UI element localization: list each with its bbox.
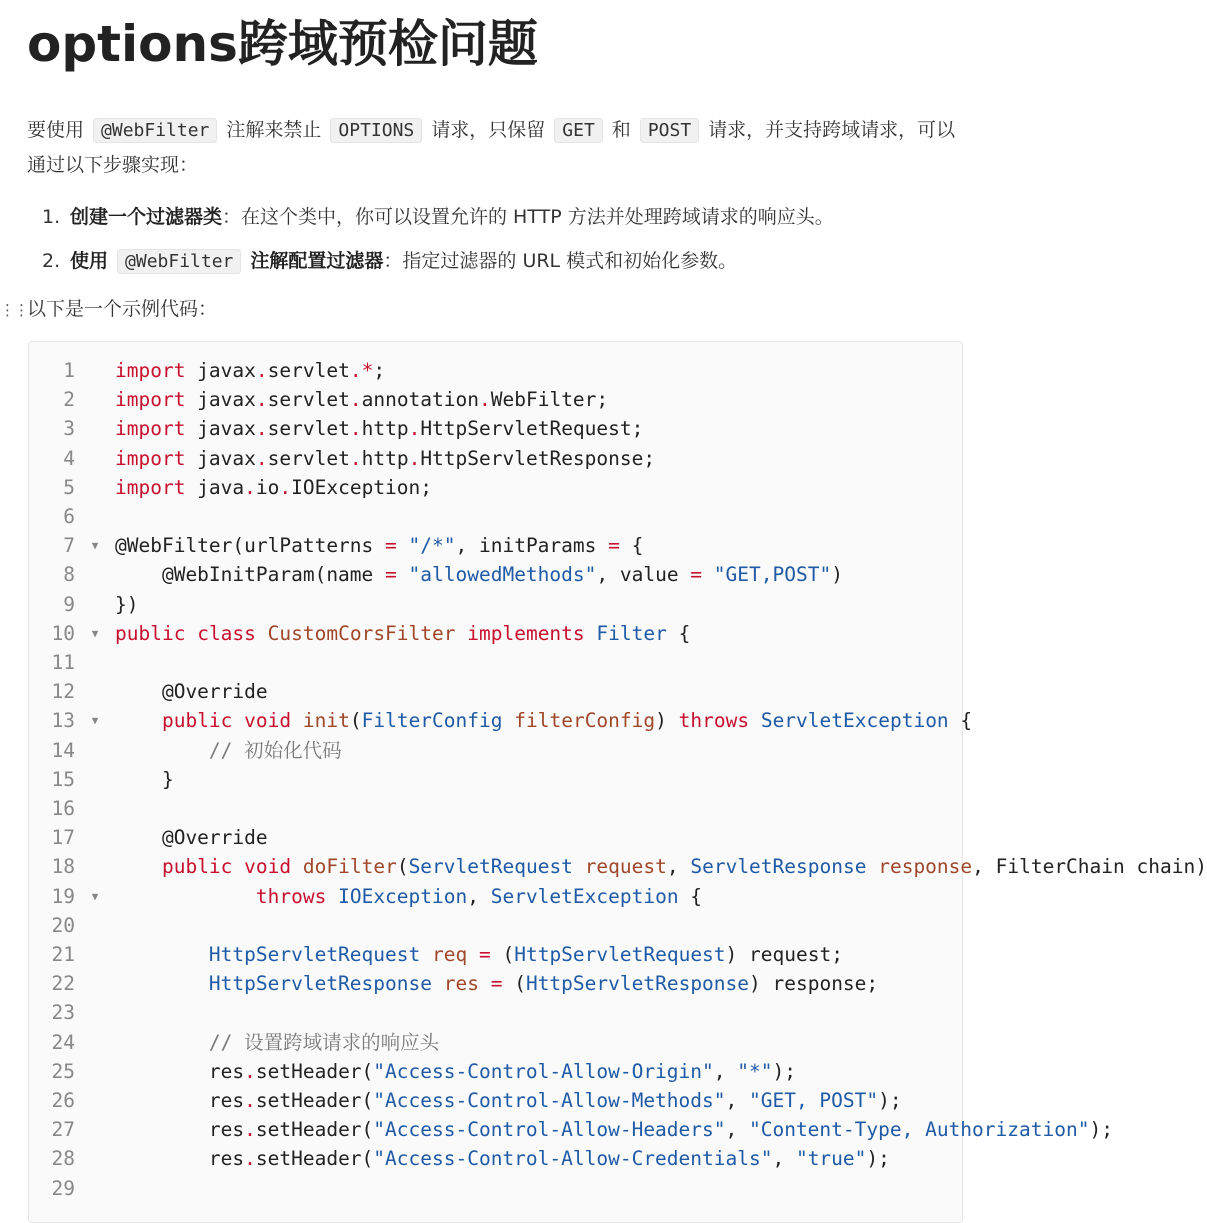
- code-line: [29, 998, 115, 1027]
- code-token: "/*": [408, 534, 456, 558]
- code-token: );: [866, 1147, 890, 1171]
- line-number: 25: [51, 1059, 75, 1083]
- code-token: [232, 709, 244, 732]
- code-token: .: [349, 417, 362, 441]
- code-token: "GET, POST": [748, 1089, 879, 1112]
- code-token: (: [502, 972, 526, 996]
- code-line: [29, 706, 972, 735]
- code-line: [29, 560, 843, 589]
- code-line: [29, 823, 268, 852]
- code-token: IOException: [338, 884, 468, 908]
- example-intro: [0, 292, 217, 327]
- code-token: res: [115, 1059, 245, 1083]
- code-line: [29, 648, 115, 677]
- code-token: class: [197, 621, 256, 645]
- intro-text: 请求，只保留: [431, 119, 546, 141]
- code-token: setHeader(: [255, 1089, 374, 1112]
- code-line: [29, 1057, 796, 1086]
- code-token: , initParams: [455, 534, 609, 558]
- code-token: .: [244, 1059, 256, 1083]
- intro-text: 要使用: [27, 119, 85, 141]
- code-token: [326, 885, 338, 908]
- code-token: http: [361, 417, 409, 441]
- intro-text: 请求，并支持跨域请求，可以通过以下步骤实现：: [27, 119, 956, 176]
- line-number: 29: [51, 1176, 75, 1200]
- code-token: ,: [772, 1147, 796, 1171]
- code-token: public: [161, 709, 233, 733]
- code-line: [29, 1028, 439, 1057]
- code-token: setHeader(: [255, 1147, 374, 1171]
- code-token: .: [244, 475, 256, 499]
- list-item: [42, 200, 834, 244]
- example-text: 以下是一个示例代码：: [27, 298, 218, 320]
- code-token: http: [361, 446, 409, 470]
- code-token: init: [302, 709, 350, 733]
- code-token: import: [115, 359, 186, 382]
- code-token: HttpServletResponse: [525, 972, 750, 996]
- code-token: throws: [255, 884, 327, 908]
- code-token: .: [349, 359, 362, 382]
- code-token: javax: [185, 417, 256, 441]
- code-text: [115, 1060, 796, 1083]
- code-text: [115, 943, 843, 966]
- code-token: io: [255, 475, 280, 499]
- code-token: import: [115, 417, 186, 441]
- code-text: [115, 359, 385, 382]
- code-token: [115, 709, 162, 732]
- code-token: (: [396, 855, 409, 879]
- code-line: [29, 590, 138, 619]
- line-number: 24: [51, 1030, 75, 1054]
- code-token: HttpServletResponse: [208, 972, 432, 996]
- code-token: "Access-Control-Allow-Headers": [373, 1118, 726, 1142]
- code-line: [29, 385, 608, 414]
- code-token: "Access-Control-Allow-Credentials": [373, 1147, 773, 1171]
- code-token: [115, 885, 256, 908]
- code-text: [115, 447, 655, 470]
- code-token: (: [490, 943, 515, 966]
- code-line: [29, 736, 342, 765]
- code-token: HttpServletRequest;: [420, 417, 644, 441]
- code-text: [115, 1031, 439, 1054]
- intro-paragraph: [27, 113, 972, 182]
- code-token: ServletException: [490, 884, 679, 908]
- code-token: =: [608, 534, 620, 558]
- code-token: "Access-Control-Allow-Methods": [373, 1089, 726, 1112]
- code-text: [115, 476, 432, 499]
- code-token: res: [115, 1089, 245, 1112]
- line-number: 18: [51, 855, 75, 879]
- code-text: [115, 1118, 1113, 1141]
- code-token: .: [255, 359, 268, 382]
- code-token: setHeader(: [255, 1118, 374, 1142]
- code-token: servlet: [267, 359, 350, 382]
- code-token: HttpServletResponse;: [420, 446, 656, 470]
- line-number: 19: [51, 884, 75, 908]
- code-line: [29, 852, 1207, 881]
- code-token: .: [255, 446, 268, 470]
- code-token: javax: [185, 359, 256, 382]
- code-token: implements: [467, 621, 585, 645]
- drag-handle-icon[interactable]: ⋮⋮: [0, 301, 28, 319]
- step-title: 注解配置过滤器: [250, 250, 384, 272]
- code-token: // 初始化代码: [115, 738, 342, 762]
- code-token: @Override: [115, 826, 268, 850]
- code-token: [291, 855, 303, 878]
- code-token: [432, 972, 444, 995]
- list-number: 1.: [42, 206, 61, 228]
- line-number: 4: [63, 446, 75, 470]
- code-token: .: [244, 1118, 256, 1142]
- code-line: [29, 444, 655, 473]
- code-token: [573, 855, 585, 878]
- list-number: 2.: [42, 250, 61, 272]
- code-token: "allowedMethods": [408, 563, 597, 587]
- code-token: @Override: [115, 680, 268, 704]
- code-token: {: [666, 621, 691, 645]
- code-token: [232, 855, 244, 878]
- code-token: [420, 943, 432, 966]
- code-token: ) response;: [749, 972, 879, 996]
- code-token: =: [490, 972, 503, 996]
- code-line: [29, 765, 174, 794]
- code-token: }: [115, 767, 174, 791]
- code-token: req: [432, 943, 468, 966]
- step-text: ：在这个类中，你可以设置允许的 HTTP 方法并处理跨域请求的响应头。: [222, 206, 834, 228]
- line-number: 12: [51, 680, 75, 704]
- code-token: , value: [596, 563, 691, 587]
- code-token: public: [115, 621, 186, 645]
- line-number: 3: [63, 417, 75, 441]
- line-number: 7: [63, 534, 75, 558]
- code-line: [29, 1144, 890, 1173]
- line-number: 13: [51, 709, 75, 733]
- line-number: 20: [51, 913, 75, 937]
- code-token: [291, 709, 303, 732]
- intro-text: 和: [611, 119, 631, 141]
- code-token: );: [772, 1059, 796, 1083]
- line-number: 16: [51, 797, 75, 820]
- code-text: [115, 768, 174, 791]
- code-token: .: [255, 417, 268, 441]
- code-token: {: [619, 534, 644, 558]
- code-token: [866, 855, 878, 878]
- inline-code: @WebFilter: [93, 118, 217, 143]
- inline-code: GET: [554, 118, 603, 143]
- code-token: {: [948, 709, 973, 733]
- code-text: [115, 739, 342, 762]
- code-token: response: [878, 855, 973, 879]
- code-line: [29, 473, 432, 502]
- code-token: void: [244, 855, 292, 879]
- code-token: java: [185, 475, 245, 499]
- code-token: "true": [795, 1147, 867, 1171]
- code-token: .: [408, 446, 421, 470]
- code-token: =: [385, 534, 397, 558]
- code-token: ServletRequest: [408, 855, 573, 879]
- code-token: =: [385, 563, 397, 587]
- code-token: [456, 622, 468, 645]
- steps-list: [42, 200, 834, 288]
- code-line: [29, 619, 690, 648]
- code-line: [29, 1115, 1113, 1144]
- code-token: [467, 943, 479, 966]
- code-token: [479, 972, 491, 995]
- code-line: [29, 502, 115, 531]
- code-token: .: [408, 417, 421, 441]
- code-token: FilterConfig: [361, 709, 503, 733]
- code-token: [115, 855, 162, 878]
- code-token: ): [655, 709, 679, 733]
- line-number: 1: [63, 359, 75, 382]
- code-token: javax: [185, 446, 256, 470]
- code-token: .: [244, 1089, 256, 1112]
- code-line: [29, 940, 843, 969]
- code-line: [29, 531, 643, 560]
- code-token: javax: [185, 388, 256, 412]
- code-token: import: [115, 475, 186, 499]
- code-token: [397, 563, 409, 586]
- code-token: // 设置跨域请求的响应头: [115, 1030, 440, 1054]
- step-title: 创建一个过滤器类: [70, 206, 223, 228]
- code-token: HttpServletRequest: [514, 943, 726, 966]
- code-text: [115, 1147, 890, 1170]
- code-text: [115, 885, 702, 908]
- code-token: [185, 622, 197, 645]
- code-text: [115, 972, 878, 995]
- code-line: [29, 1086, 902, 1115]
- code-token: , FilterChain chain): [972, 855, 1207, 879]
- code-text: [115, 1089, 902, 1112]
- code-token: .: [279, 475, 292, 499]
- chevron-down-icon[interactable]: ▼: [91, 889, 99, 903]
- code-token: res: [115, 1118, 245, 1142]
- code-token: "Content-Type, Authorization": [748, 1118, 1090, 1142]
- line-number: 6: [63, 505, 75, 528]
- code-token: ServletException: [760, 709, 949, 733]
- code-token: {: [678, 884, 703, 908]
- line-number: 5: [63, 475, 75, 499]
- code-token: }): [115, 592, 139, 616]
- code-token: "Access-Control-Allow-Origin": [373, 1059, 714, 1083]
- code-line: [29, 969, 878, 998]
- code-token: .: [349, 388, 362, 412]
- code-token: import: [115, 446, 186, 470]
- code-token: [397, 534, 409, 557]
- code-line: [29, 911, 115, 940]
- code-token: [256, 622, 268, 645]
- page-title: options跨域预检问题: [27, 15, 538, 73]
- code-token: [115, 972, 209, 995]
- code-block[interactable]: [28, 341, 1207, 1223]
- code-line: [29, 882, 702, 911]
- code-token: annotation: [361, 388, 479, 412]
- code-token: =: [478, 943, 491, 966]
- list-item: [42, 244, 834, 288]
- code-token: ,: [713, 1059, 738, 1083]
- code-token: ): [831, 563, 843, 587]
- code-line: [29, 794, 115, 823]
- code-token: HttpServletRequest: [208, 943, 421, 966]
- code-token: "GET,POST": [713, 563, 832, 587]
- code-token: @WebFilter(urlPatterns: [115, 534, 386, 558]
- code-line: [29, 356, 385, 385]
- code-token: );: [1089, 1118, 1113, 1142]
- code-token: ,: [467, 884, 491, 908]
- code-text: [115, 563, 843, 586]
- line-number: 2: [63, 388, 75, 412]
- code-text: [115, 417, 643, 440]
- code-line: [29, 1174, 115, 1203]
- code-token: [585, 622, 597, 645]
- code-token: ,: [666, 855, 691, 879]
- code-token: WebFilter;: [490, 388, 609, 412]
- code-token: Filter: [596, 621, 667, 645]
- code-token: .: [255, 388, 268, 412]
- line-number: 27: [51, 1118, 75, 1142]
- code-text: [115, 855, 1207, 878]
- intro-text: 注解来禁止: [226, 119, 322, 141]
- code-token: servlet: [267, 446, 350, 470]
- line-number: 10: [51, 621, 75, 645]
- code-text: [115, 709, 972, 732]
- code-token: [749, 709, 761, 732]
- code-text: [115, 622, 690, 645]
- code-token: [115, 943, 209, 966]
- code-text: [115, 593, 138, 616]
- line-number: 17: [51, 826, 75, 850]
- line-number: 28: [51, 1147, 75, 1171]
- code-token: @WebInitParam(name: [115, 563, 386, 587]
- code-token: throws: [678, 709, 750, 733]
- code-text: [115, 388, 608, 411]
- code-token: doFilter: [302, 855, 397, 879]
- code-token: [503, 709, 515, 732]
- line-number: 22: [51, 972, 75, 996]
- code-line: [29, 677, 268, 706]
- code-token: setHeader(: [255, 1059, 374, 1083]
- line-number: 11: [51, 651, 75, 674]
- code-token: res: [443, 972, 479, 996]
- code-token: res: [115, 1147, 245, 1171]
- code-token: request: [584, 855, 667, 879]
- code-token: "*": [737, 1059, 773, 1083]
- line-number: 23: [51, 1001, 75, 1025]
- code-token: ,: [725, 1118, 749, 1142]
- code-token: [702, 563, 714, 586]
- code-token: servlet: [267, 417, 350, 441]
- code-token: ) request;: [725, 943, 843, 966]
- code-text: [115, 826, 268, 849]
- code-token: filterConfig: [514, 709, 656, 733]
- code-token: ;: [373, 359, 386, 382]
- code-token: .: [479, 388, 491, 412]
- code-token: public: [161, 855, 233, 879]
- line-number: 26: [51, 1089, 75, 1112]
- chevron-down-icon[interactable]: ▼: [91, 539, 99, 553]
- line-number: 21: [51, 943, 75, 966]
- code-token: (: [349, 709, 362, 733]
- code-token: import: [115, 388, 186, 412]
- code-token: .: [244, 1147, 256, 1171]
- step-title: 使用: [70, 250, 109, 272]
- code-token: ,: [725, 1089, 749, 1112]
- code-token: *: [361, 359, 374, 382]
- code-token: IOException;: [291, 475, 433, 499]
- code-token: =: [690, 563, 703, 587]
- line-number: 15: [51, 767, 75, 791]
- code-token: servlet: [267, 388, 350, 412]
- inline-code: @WebFilter: [117, 249, 241, 274]
- chevron-down-icon[interactable]: ▼: [91, 714, 99, 728]
- code-token: CustomCorsFilter: [267, 621, 456, 645]
- code-line: [29, 414, 643, 443]
- code-text: [115, 680, 268, 703]
- line-number: 8: [63, 563, 75, 587]
- line-number: 14: [51, 738, 75, 762]
- code-text: [115, 534, 643, 557]
- code-token: ServletResponse: [690, 855, 867, 879]
- code-token: .: [349, 446, 362, 470]
- code-token: );: [878, 1089, 902, 1112]
- line-number: 9: [63, 592, 75, 616]
- inline-code: OPTIONS: [330, 118, 422, 143]
- code-token: void: [244, 709, 292, 733]
- step-text: ：指定过滤器的 URL 模式和初始化参数。: [383, 250, 738, 272]
- inline-code: POST: [640, 118, 699, 143]
- chevron-down-icon[interactable]: ▼: [91, 626, 99, 640]
